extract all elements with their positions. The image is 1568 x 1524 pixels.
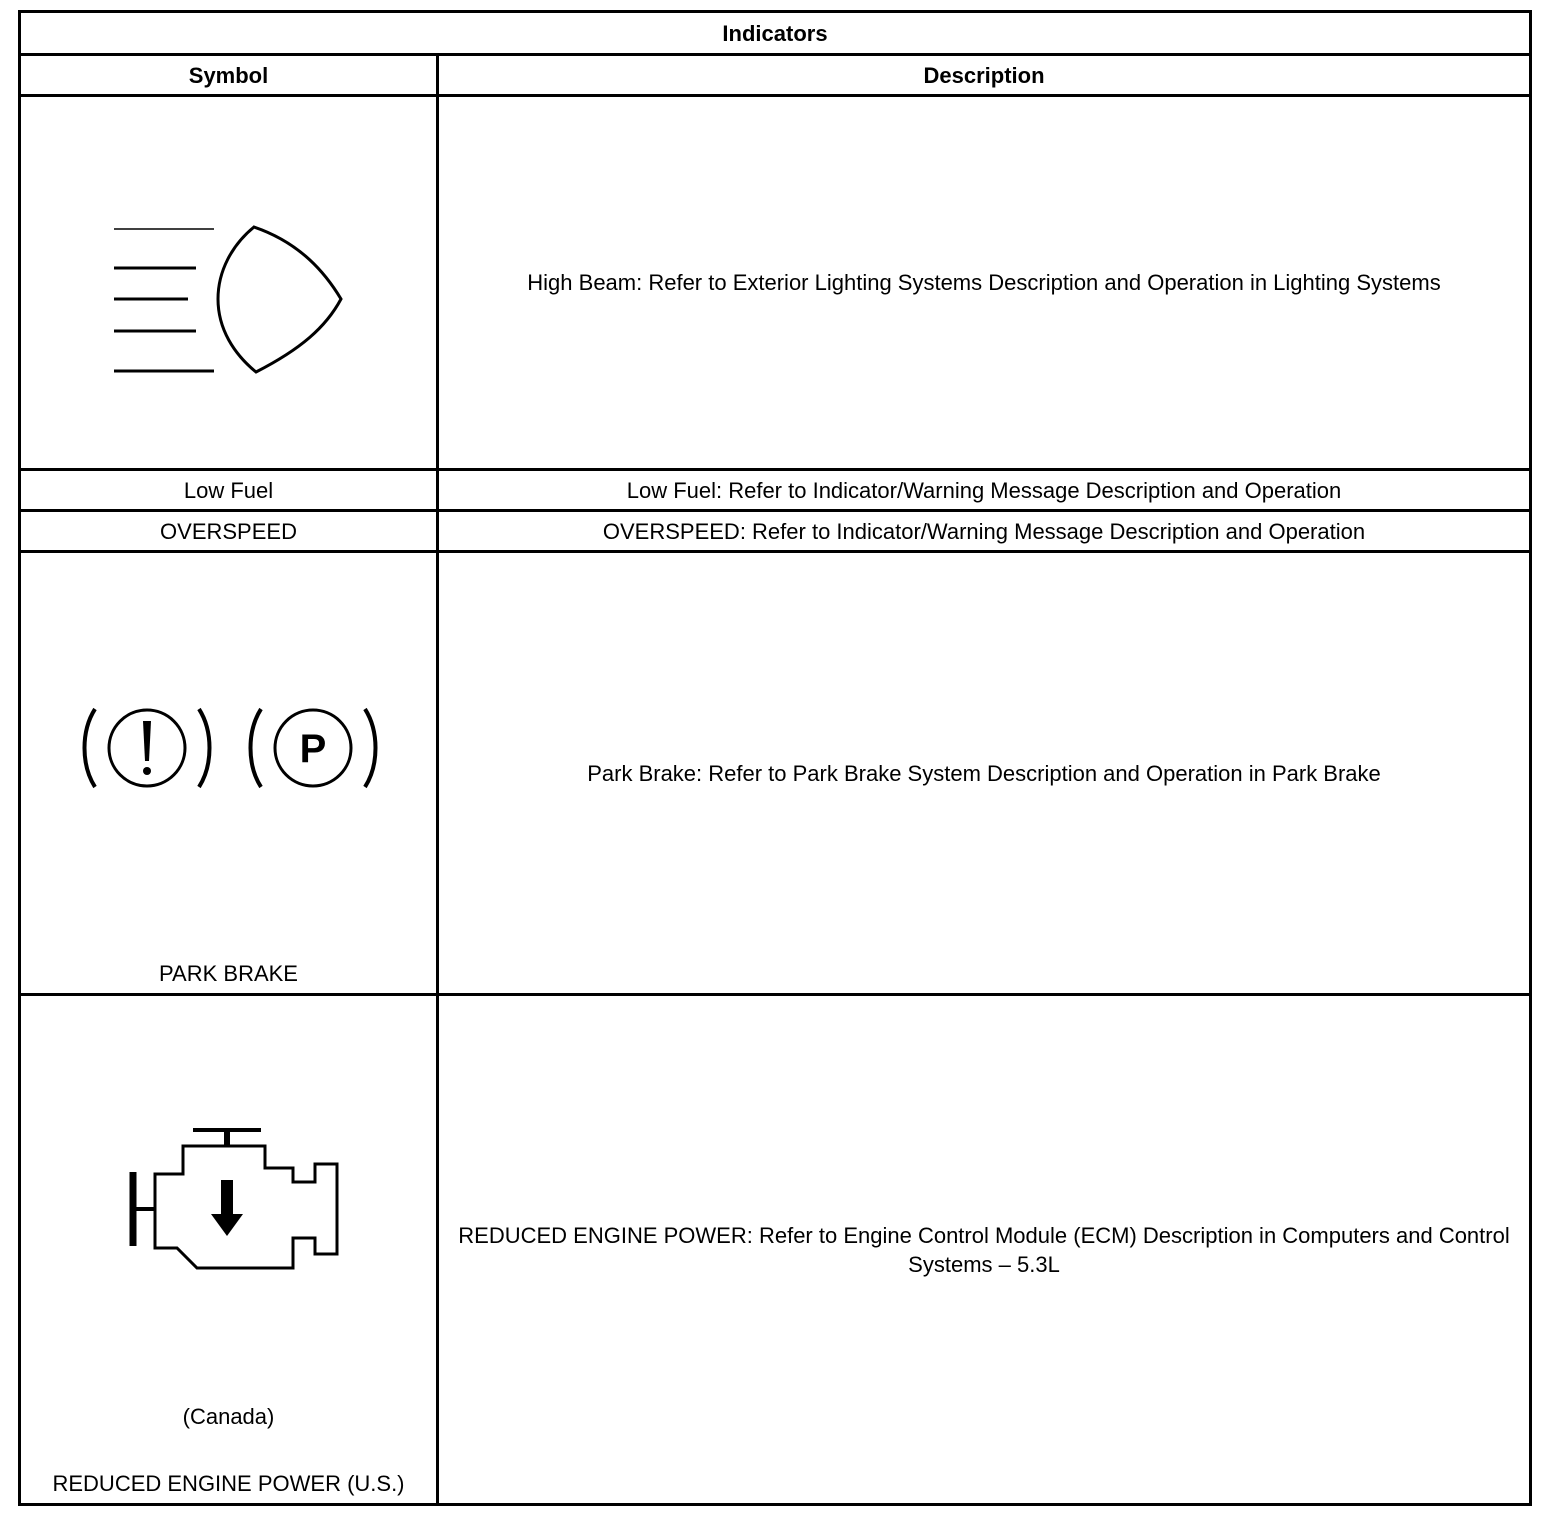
reduced-engine-power-icon — [125, 1124, 355, 1284]
indicators-table — [18, 10, 1532, 1506]
park-brake-icon — [79, 703, 379, 793]
header-symbol: Symbol — [188, 62, 269, 88]
table-row — [21, 97, 1529, 468]
row-symbol-note: (Canada) — [182, 1404, 275, 1429]
row-symbol-label: REDUCED ENGINE POWER (U.S.) — [52, 1471, 405, 1496]
row-symbol-label: Low Fuel — [183, 477, 274, 503]
row-symbol-label: OVERSPEED — [160, 518, 297, 544]
row-description: REDUCED ENGINE POWER: Refer to Engine Control Module (ECM) Description in Computers and Control Systems – 5.3L — [458, 1222, 1510, 1277]
row-symbol-label: PARK BRAKE — [159, 961, 298, 986]
svg-text:P: P — [299, 727, 327, 771]
table-row — [21, 553, 1529, 993]
header-description: Description — [923, 62, 1045, 88]
table-title: Indicators — [722, 20, 828, 46]
row-description: Low Fuel: Refer to Indicator/Warning Message Description and Operation — [626, 477, 1342, 503]
table-row — [21, 512, 1529, 550]
table-row — [21, 471, 1529, 509]
table-row — [21, 996, 1529, 1503]
high-beam-icon — [106, 219, 366, 379]
row-description: High Beam: Refer to Exterior Lighting Systems Description and Operation in Lighting Systems — [527, 270, 1441, 295]
row-description: OVERSPEED: Refer to Indicator/Warning Message Description and Operation — [602, 518, 1366, 544]
row-description: Park Brake: Refer to Park Brake System Description and Operation in Park Brake — [587, 760, 1381, 786]
